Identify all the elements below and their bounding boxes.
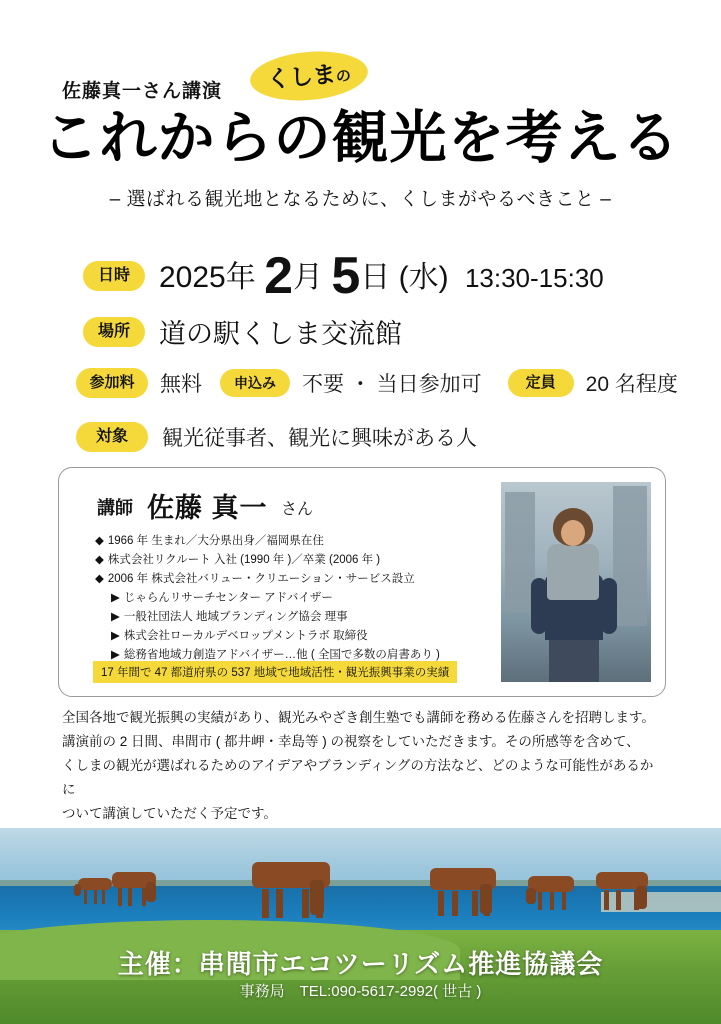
info-row-target [76, 422, 477, 452]
info-row-place [83, 312, 402, 351]
date-month-unit: 月 [293, 261, 324, 294]
date-tag: 日時 [83, 261, 145, 291]
list-item [95, 627, 475, 646]
fee-tag: 参加料 [76, 368, 148, 398]
info-row-fee [76, 368, 678, 398]
horse-leg [616, 890, 621, 910]
horse-leg [94, 890, 97, 904]
horse-leg [84, 890, 87, 904]
date-month-number: 2 [264, 247, 294, 305]
kushima-bubble-text [248, 53, 369, 103]
date-time-range: 13:30-15:30 [464, 263, 604, 293]
place-value: 道の駅くしま交流館 [159, 319, 402, 349]
horse-figure [78, 878, 112, 904]
date-day-unit: 日 [360, 261, 391, 294]
bullet-marker: ▶ [111, 592, 120, 604]
horse-figure [596, 872, 648, 910]
capacity-value: 20 名程度 [585, 373, 678, 396]
bullet-text: 総務省地域力創造アドバイザー…他 ( 全国で多数の肩書あり ) [123, 649, 440, 661]
speaker-intro: 佐藤真一さん講演 [62, 81, 223, 102]
target-tag: 対象 [76, 422, 148, 452]
horse-leg [118, 888, 122, 906]
photo-building [613, 486, 647, 626]
horse-leg [484, 891, 490, 916]
horse-leg [142, 888, 146, 906]
target-value: 観光従事者、観光に興味がある人 [162, 427, 477, 450]
list-item [95, 589, 475, 608]
bullet-marker: ◆ [95, 554, 104, 566]
description-line: 講演前の 2 日間、串間市 ( 都井岬・幸島等 ) の視察をしていただきます。その所感等を含めて、 [62, 734, 640, 749]
horse-figure [528, 876, 574, 910]
horse-leg [452, 891, 458, 916]
list-item [95, 570, 475, 589]
lecturer-photo [501, 482, 651, 682]
horse-figure [430, 868, 496, 916]
list-item [95, 608, 475, 627]
date-day-number: 5 [331, 247, 361, 305]
horse-leg [472, 891, 478, 916]
lecturer-name: 佐藤 真一 [147, 493, 268, 523]
horse-leg [562, 892, 566, 910]
apply-tag: 申込み [220, 369, 290, 397]
horse-leg [316, 889, 323, 918]
horse-leg [550, 892, 554, 910]
date-year: 2025年 [159, 261, 256, 294]
bubble-suffix-text: の [335, 67, 352, 86]
event-info-block [0, 240, 721, 460]
apply-value: 不要 ・ 当日参加可 [302, 373, 482, 396]
description-line: ついて講演していただく予定です。 [62, 806, 277, 821]
horse-leg [634, 890, 639, 910]
lecturer-label: 講師 [97, 498, 133, 518]
horse-leg [128, 888, 132, 906]
page-title: これからの観光を考える [41, 106, 680, 170]
horse-neck [74, 884, 81, 896]
horse-leg [302, 889, 309, 918]
horse-figure [112, 872, 156, 906]
description-paragraph [62, 706, 664, 826]
bullet-marker: ◆ [95, 535, 104, 547]
photo-figure-face [561, 520, 585, 546]
bullet-text: 一般社団法人 地域ブランディング協会 理事 [123, 611, 348, 623]
horse-leg [438, 891, 444, 916]
capacity-tag: 定員 [508, 369, 574, 397]
place-tag: 場所 [83, 317, 145, 347]
date-value [159, 247, 604, 305]
horse-leg [538, 892, 542, 910]
lecturer-bullet-list [95, 532, 475, 665]
page-subtitle: – 選ばれる観光地となるために、くしまがやるべきこと – [109, 189, 612, 210]
date-weekday: (水) [398, 261, 449, 294]
horse-neck [146, 882, 156, 902]
description-line: 全国各地で観光振興の実績があり、観光みやざき創生塾でも講師を務める佐藤さんを招聘します。 [62, 710, 655, 725]
horse-leg [262, 889, 269, 918]
description-line: くしまの観光が選ばれるためのアイデアやブランディングの方法など、どのような可能性があるかに [62, 758, 654, 797]
fee-value: 無料 [160, 373, 202, 396]
lecturer-honorific: さん [281, 501, 314, 518]
horse-leg [276, 889, 283, 918]
bullet-text: 株式会社リクルート 入社 (1990 年 )／卒業 (2006 年 ) [107, 554, 381, 566]
horse-figure [252, 862, 330, 918]
horse-body [78, 878, 112, 890]
bullet-text: 1966 年 生まれ／大分県出身／福岡県在住 [107, 535, 324, 547]
photo-figure-scarf [547, 544, 599, 600]
bullet-marker: ◆ [95, 573, 104, 585]
bullet-marker: ▶ [111, 630, 120, 642]
bullet-text: 株式会社ローカルデベロップメントラボ 取締役 [123, 630, 368, 642]
bubble-main-text: くしま [265, 60, 337, 93]
info-row-date [83, 247, 604, 305]
contact-line: 事務局 TEL:090-5617-2992( 世古 ) [239, 983, 482, 1000]
bullet-marker: ▶ [111, 649, 120, 661]
horse-leg [102, 890, 105, 904]
lecturer-profile-box [58, 467, 666, 697]
list-item [95, 532, 475, 551]
horse-neck [526, 888, 536, 904]
achievement-highlight: 17 年間で 47 都道府県の 537 地域で地域活性・観光振興事業の実績 [93, 661, 457, 683]
photo-figure-arm-right [601, 578, 617, 634]
bullet-marker: ▶ [111, 611, 120, 623]
organizer-line: 主催：串間市エコツーリズム推進協議会 [117, 949, 604, 979]
bullet-text: じゃらんリサーチセンター アドバイザー [123, 592, 333, 604]
bullet-text: 2006 年 株式会社バリュー・クリエーション・サービス設立 [107, 573, 415, 585]
list-item [95, 551, 475, 570]
horse-leg [604, 890, 609, 910]
